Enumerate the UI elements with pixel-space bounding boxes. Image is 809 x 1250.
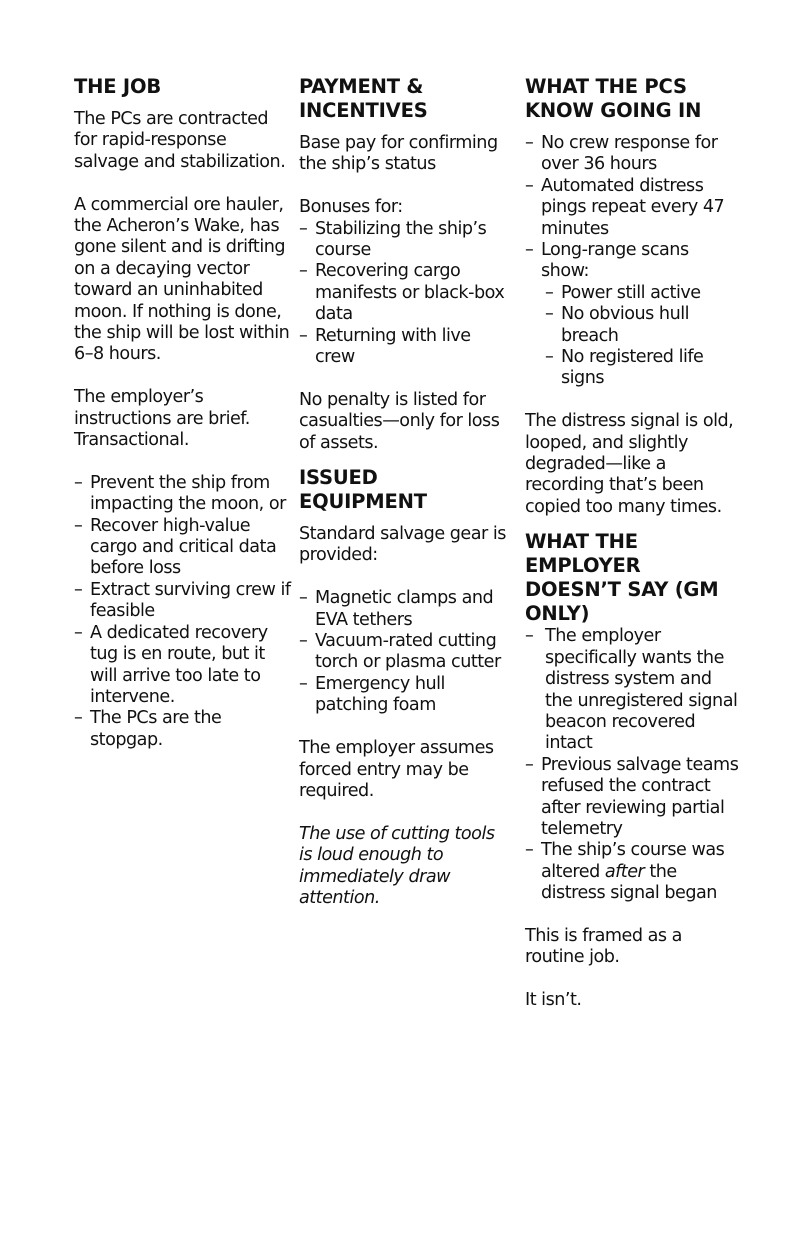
list-item: – No crew response for over 36 hours: [525, 133, 739, 176]
text-span: The ship’s course was altered: [541, 840, 725, 882]
list-item: – Recovering cargo manifests or black-box data: [299, 261, 511, 325]
list-item: – Emergency hull patching foam: [299, 674, 511, 717]
equipment-warning: The use of cutting tools is loud enough to immediately draw attention.: [299, 823, 495, 908]
list-item: – The PCs are the stopgap.: [74, 708, 292, 751]
payment-penalty: No penalty is listed for casualties—only for loss of assets.: [299, 389, 500, 453]
payment-bonus-list: [299, 219, 511, 369]
list-item: – Magnetic clamps and EVA tethers: [299, 588, 511, 631]
list-item: – Automated distress pings repeat every 47 minutes: [525, 176, 739, 240]
heading-secret: WHAT THE EMPLOYER DOESN’T SAY (GM ONLY): [525, 530, 719, 626]
list-item: – Stabilizing the ship’s course: [299, 219, 511, 262]
sub-list-item: – Power still active: [525, 283, 739, 304]
list-item: – The employer specifically wants the distress system and the unregistered signal beacon recovered intact: [525, 626, 739, 754]
heading-payment: PAYMENT & INCENTIVES: [299, 75, 428, 122]
sub-list-item: – No registered life signs: [525, 347, 739, 390]
list-item: – A dedicated recovery tug is en route, but it will arrive too late to intervene.: [74, 623, 292, 709]
job-instructions: The employer’s instructions are brief. Transactional.: [74, 387, 250, 451]
job-task-list: [74, 473, 292, 751]
list-item: – Vacuum-rated cutting torch or plasma cutter: [299, 631, 511, 674]
list-item: – Long-range scans show:: [525, 240, 739, 283]
equipment-list: [299, 588, 511, 716]
list-item: – Prevent the ship from impacting the moon, or: [74, 473, 292, 516]
list-item: – Recover high-value cargo and critical data before loss: [74, 516, 292, 580]
secret-closing: It isn’t.: [525, 990, 582, 1011]
column-payment-equipment: [299, 75, 511, 909]
heading-equipment: ISSUED EQUIPMENT: [299, 466, 427, 514]
list-item: – Extract surviving crew if feasible: [74, 580, 292, 623]
list-item: – Returning with live crew: [299, 326, 511, 369]
payment-bonus-label: Bonuses for:: [299, 197, 403, 218]
payment-base: Base pay for confirming the ship’s status: [299, 133, 498, 175]
secret-list: [525, 626, 739, 904]
known-signal: The distress signal is old, looped, and slightly degraded—like a recording that’s been copied too many times.: [525, 411, 734, 517]
column-known-secret: [525, 75, 739, 1012]
job-situation: A commercial ore hauler, the Acheron’s Wake, has gone silent and is drifting on a decaying vector toward an uninhabited moon. If nothing is done, the ship will be lost within 6–8 hours.: [74, 194, 290, 365]
text-span: the distress signal began: [541, 861, 717, 904]
sub-list-item: – No obvious hull breach: [525, 304, 739, 347]
list-item: [525, 840, 739, 904]
emphasis: after: [604, 861, 645, 882]
known-list: [525, 133, 739, 390]
list-item: – Previous salvage teams refused the contract after reviewing partial telemetry: [525, 755, 739, 841]
heading-the-job: THE JOB: [74, 75, 162, 98]
equipment-intro: Standard salvage gear is provided:: [299, 524, 506, 566]
equipment-note: The employer assumes forced entry may be required.: [299, 738, 494, 801]
column-the-job: [74, 75, 292, 751]
job-intro: The PCs are contracted for rapid-response salvage and stabilization.: [74, 109, 286, 172]
secret-framing: This is framed as a routine job.: [525, 925, 682, 968]
heading-known: WHAT THE PCS KNOW GOING IN: [525, 75, 702, 122]
